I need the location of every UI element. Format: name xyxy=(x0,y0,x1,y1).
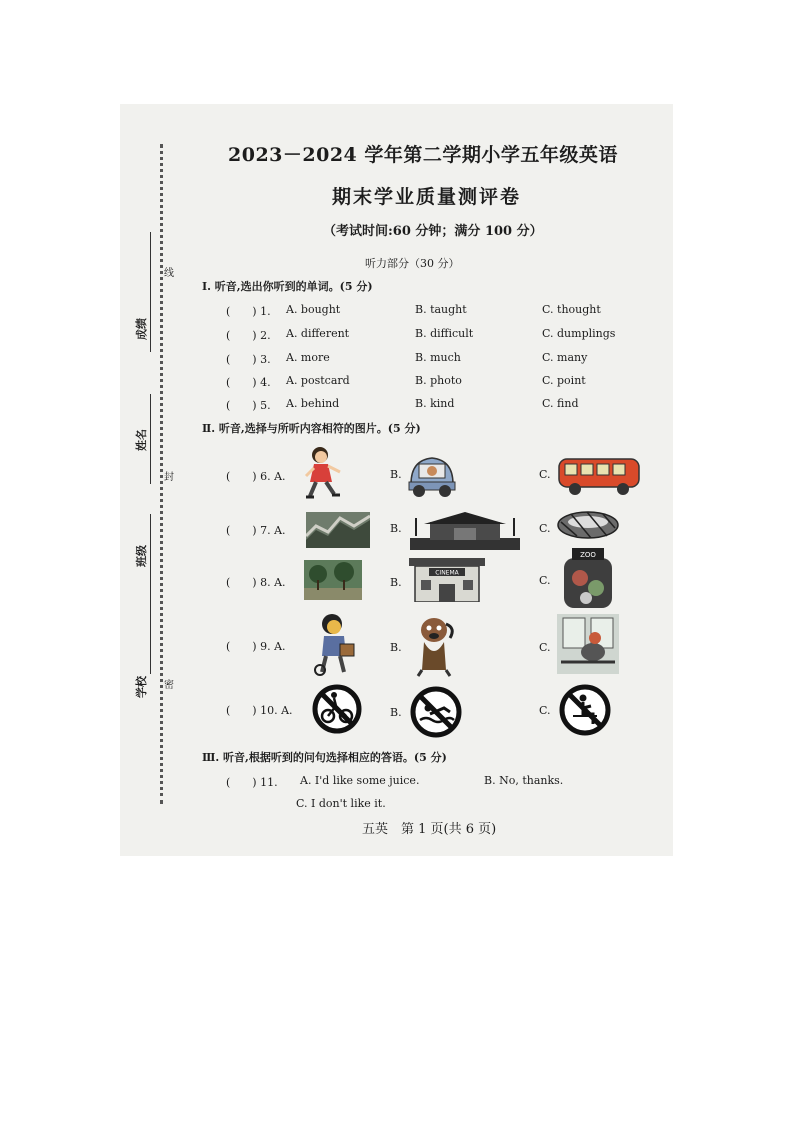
q9-c-label: C. xyxy=(539,641,551,654)
section-3-heading: Ⅲ. 听音,根据听到的问句选择相应的答语。(5 分) xyxy=(202,751,447,764)
section-2-heading: Ⅱ. 听音,选择与所听内容相符的图片。(5 分) xyxy=(202,422,421,435)
car-driver-picture xyxy=(407,450,457,498)
section-1-heading: Ⅰ. 听音,选出你听到的单词。(5 分) xyxy=(202,280,373,293)
q4-option-b: B. photo xyxy=(415,374,462,387)
q2-option-b: B. difficult xyxy=(415,327,474,340)
q2-option-c: C. dumplings xyxy=(542,327,616,340)
title-line-2: 期末学业质量测评卷 xyxy=(332,186,522,208)
q4-number: ( ) 4. xyxy=(226,376,271,389)
q2-option-a: A. different xyxy=(286,327,350,340)
q6-number: ( ) 6. A. xyxy=(226,470,286,483)
great-wall-picture xyxy=(306,512,370,548)
q7-number: ( ) 7. A. xyxy=(226,524,286,537)
title-line-1: 2023－2024 学年第二学期小学五年级英语 xyxy=(228,144,618,166)
school-label: 学校 xyxy=(135,676,148,698)
q4-option-c: C. point xyxy=(542,374,586,387)
q3-number: ( ) 3. xyxy=(226,353,271,366)
exam-page xyxy=(120,104,673,856)
q9-number: ( ) 9. A. xyxy=(226,640,286,653)
q11-option-c: C. I don't like it. xyxy=(296,797,386,810)
score-line xyxy=(150,232,151,352)
listening-section-label: 听力部分（30 分） xyxy=(365,257,460,270)
q2-number: ( ) 2. xyxy=(226,329,271,342)
exam-subtitle: （考试时间:60 分钟；满分 100 分） xyxy=(323,224,543,239)
q3-option-a: A. more xyxy=(286,351,330,364)
dog-phone-picture xyxy=(414,614,460,678)
feng-mark: 封 xyxy=(164,472,174,483)
birds-nest-stadium-picture xyxy=(557,510,619,540)
q5-option-b: B. kind xyxy=(415,397,455,410)
q9-b-label: B. xyxy=(390,641,402,654)
q10-number: ( ) 10. A. xyxy=(226,704,293,717)
q11-option-b: B. No, thanks. xyxy=(484,774,564,787)
q8-b-label: B. xyxy=(390,576,402,589)
q11-number: ( ) 11. xyxy=(226,776,278,789)
q10-c-label: C. xyxy=(539,704,551,717)
zoo-picture xyxy=(560,548,616,608)
q8-number: ( ) 8. A. xyxy=(226,576,286,589)
mi-mark: 密 xyxy=(164,680,174,691)
q1-option-b: B. taught xyxy=(415,303,467,316)
q1-number: ( ) 1. xyxy=(226,305,271,318)
cinema-sign-text: CINEMA xyxy=(435,569,459,577)
park-picture xyxy=(304,560,362,600)
page-footer: 五英 第 1 页(共 6 页) xyxy=(362,822,497,837)
bus-picture xyxy=(557,455,641,497)
q6-c-label: C. xyxy=(539,468,551,481)
q11-option-a: A. I'd like some juice. xyxy=(300,774,420,787)
q8-c-label: C. xyxy=(539,574,551,587)
q6-b-label: B. xyxy=(390,468,402,481)
q4-option-a: A. postcard xyxy=(286,374,350,387)
name-label: 姓名 xyxy=(135,429,148,451)
score-label: 成绩 xyxy=(135,318,148,340)
school-line xyxy=(150,624,151,674)
no-cycling-sign xyxy=(312,684,362,734)
q10-b-label: B. xyxy=(390,706,402,719)
q5-option-a: A. behind xyxy=(286,397,340,410)
cinema-picture xyxy=(409,558,485,602)
girl-walking-picture xyxy=(302,444,344,502)
q5-number: ( ) 5. xyxy=(226,399,271,412)
q1-option-c: C. thought xyxy=(542,303,601,316)
bird-window-picture xyxy=(557,614,619,674)
boy-with-bag-picture xyxy=(314,612,358,676)
q1-option-a: A. bought xyxy=(286,303,341,316)
q3-option-b: B. much xyxy=(415,351,461,364)
name-line xyxy=(150,394,151,484)
q7-b-label: B. xyxy=(390,522,402,535)
binding-dotted-line xyxy=(160,144,163,804)
zoo-sign-text: ZOO xyxy=(580,551,596,559)
q3-option-c: C. many xyxy=(542,351,588,364)
q7-c-label: C. xyxy=(539,522,551,535)
class-label: 班级 xyxy=(135,545,148,567)
no-sitting-sign xyxy=(559,684,611,736)
tiananmen-picture xyxy=(410,508,520,550)
no-swimming-sign xyxy=(410,686,462,738)
xian-mark: 线 xyxy=(164,268,174,279)
q5-option-c: C. find xyxy=(542,397,579,410)
